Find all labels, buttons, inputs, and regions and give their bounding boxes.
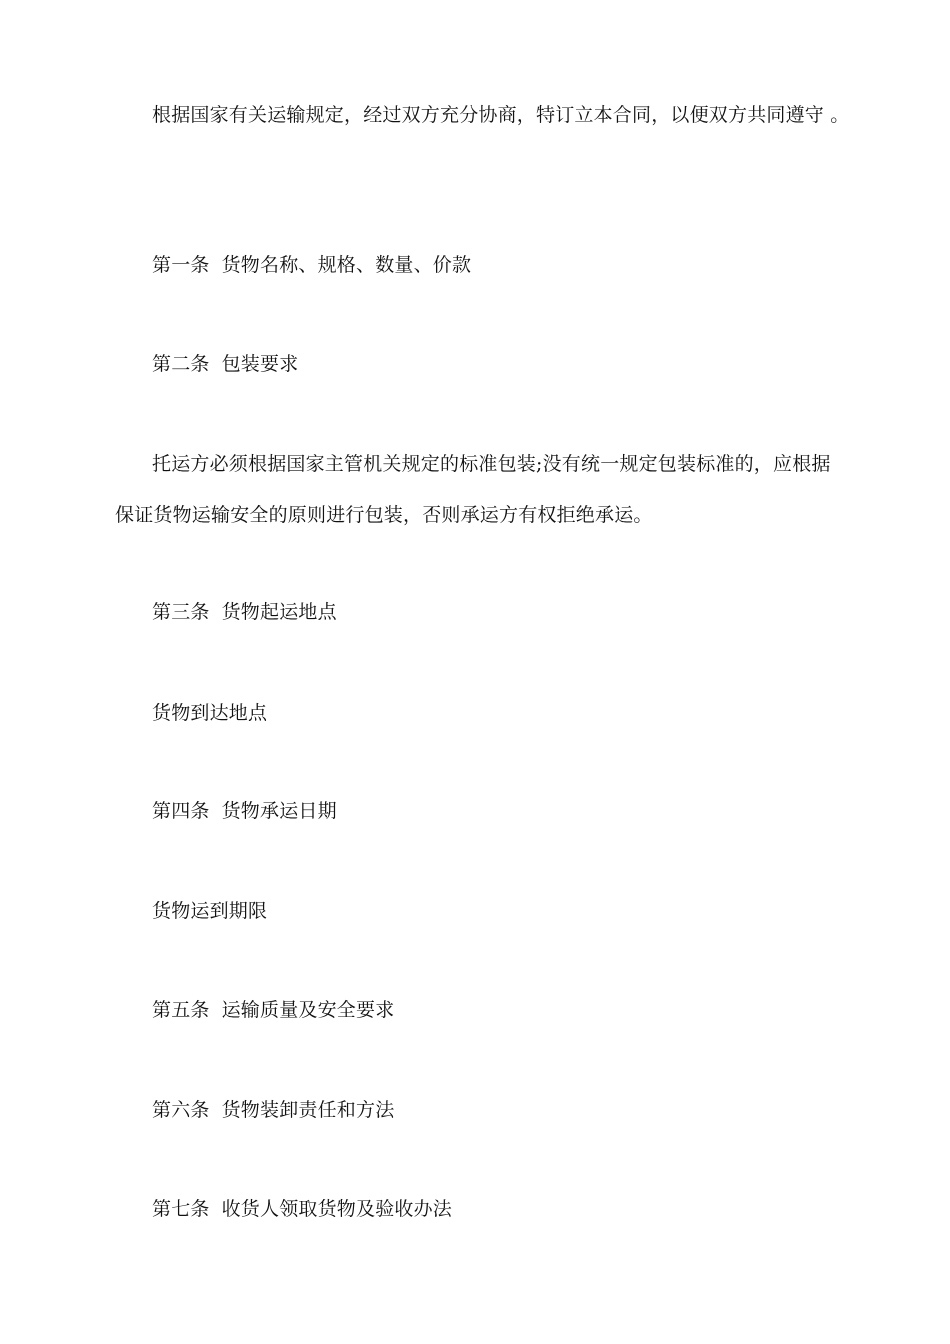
article-3-number: 第三条	[152, 601, 210, 623]
article-7-heading	[152, 1197, 452, 1221]
article-1-title: 货物名称、规格、数量、价款	[221, 254, 472, 276]
article-2-heading	[152, 352, 298, 376]
article-6-heading	[152, 1098, 394, 1122]
article-3-title: 货物起运地点	[221, 601, 337, 623]
article-5-title: 运输质量及安全要求	[221, 999, 395, 1021]
article-7-title: 收货人领取货物及验收办法	[221, 1198, 453, 1220]
article-5-heading	[152, 998, 394, 1022]
article-1-number: 第一条	[152, 254, 210, 276]
article-1-heading	[152, 253, 471, 277]
article-2-body-line-1: 托运方必须根据国家主管机关规定的标准包装;没有统一规定包装标准的，应根据	[152, 453, 831, 475]
article-2-number: 第二条	[152, 353, 210, 375]
article-3-heading	[152, 600, 337, 624]
article-3-sub: 货物到达地点	[152, 702, 268, 724]
article-4-sub: 货物运到期限	[152, 900, 268, 922]
article-2-title: 包装要求	[221, 353, 299, 375]
article-4-title: 货物承运日期	[221, 800, 337, 822]
article-4-heading	[152, 799, 337, 823]
intro-paragraph: 根据国家有关运输规定，经过双方充分协商，特订立本合同，以便双方共同遵守 。	[152, 104, 850, 126]
article-4-number: 第四条	[152, 800, 210, 822]
article-5-number: 第五条	[152, 999, 210, 1021]
article-6-number: 第六条	[152, 1099, 210, 1121]
article-7-number: 第七条	[152, 1198, 210, 1220]
article-2-body-line-2: 保证货物运输安全的原则进行包装，否则承运方有权拒绝承运。	[115, 504, 653, 526]
article-6-title: 货物装卸责任和方法	[221, 1099, 395, 1121]
